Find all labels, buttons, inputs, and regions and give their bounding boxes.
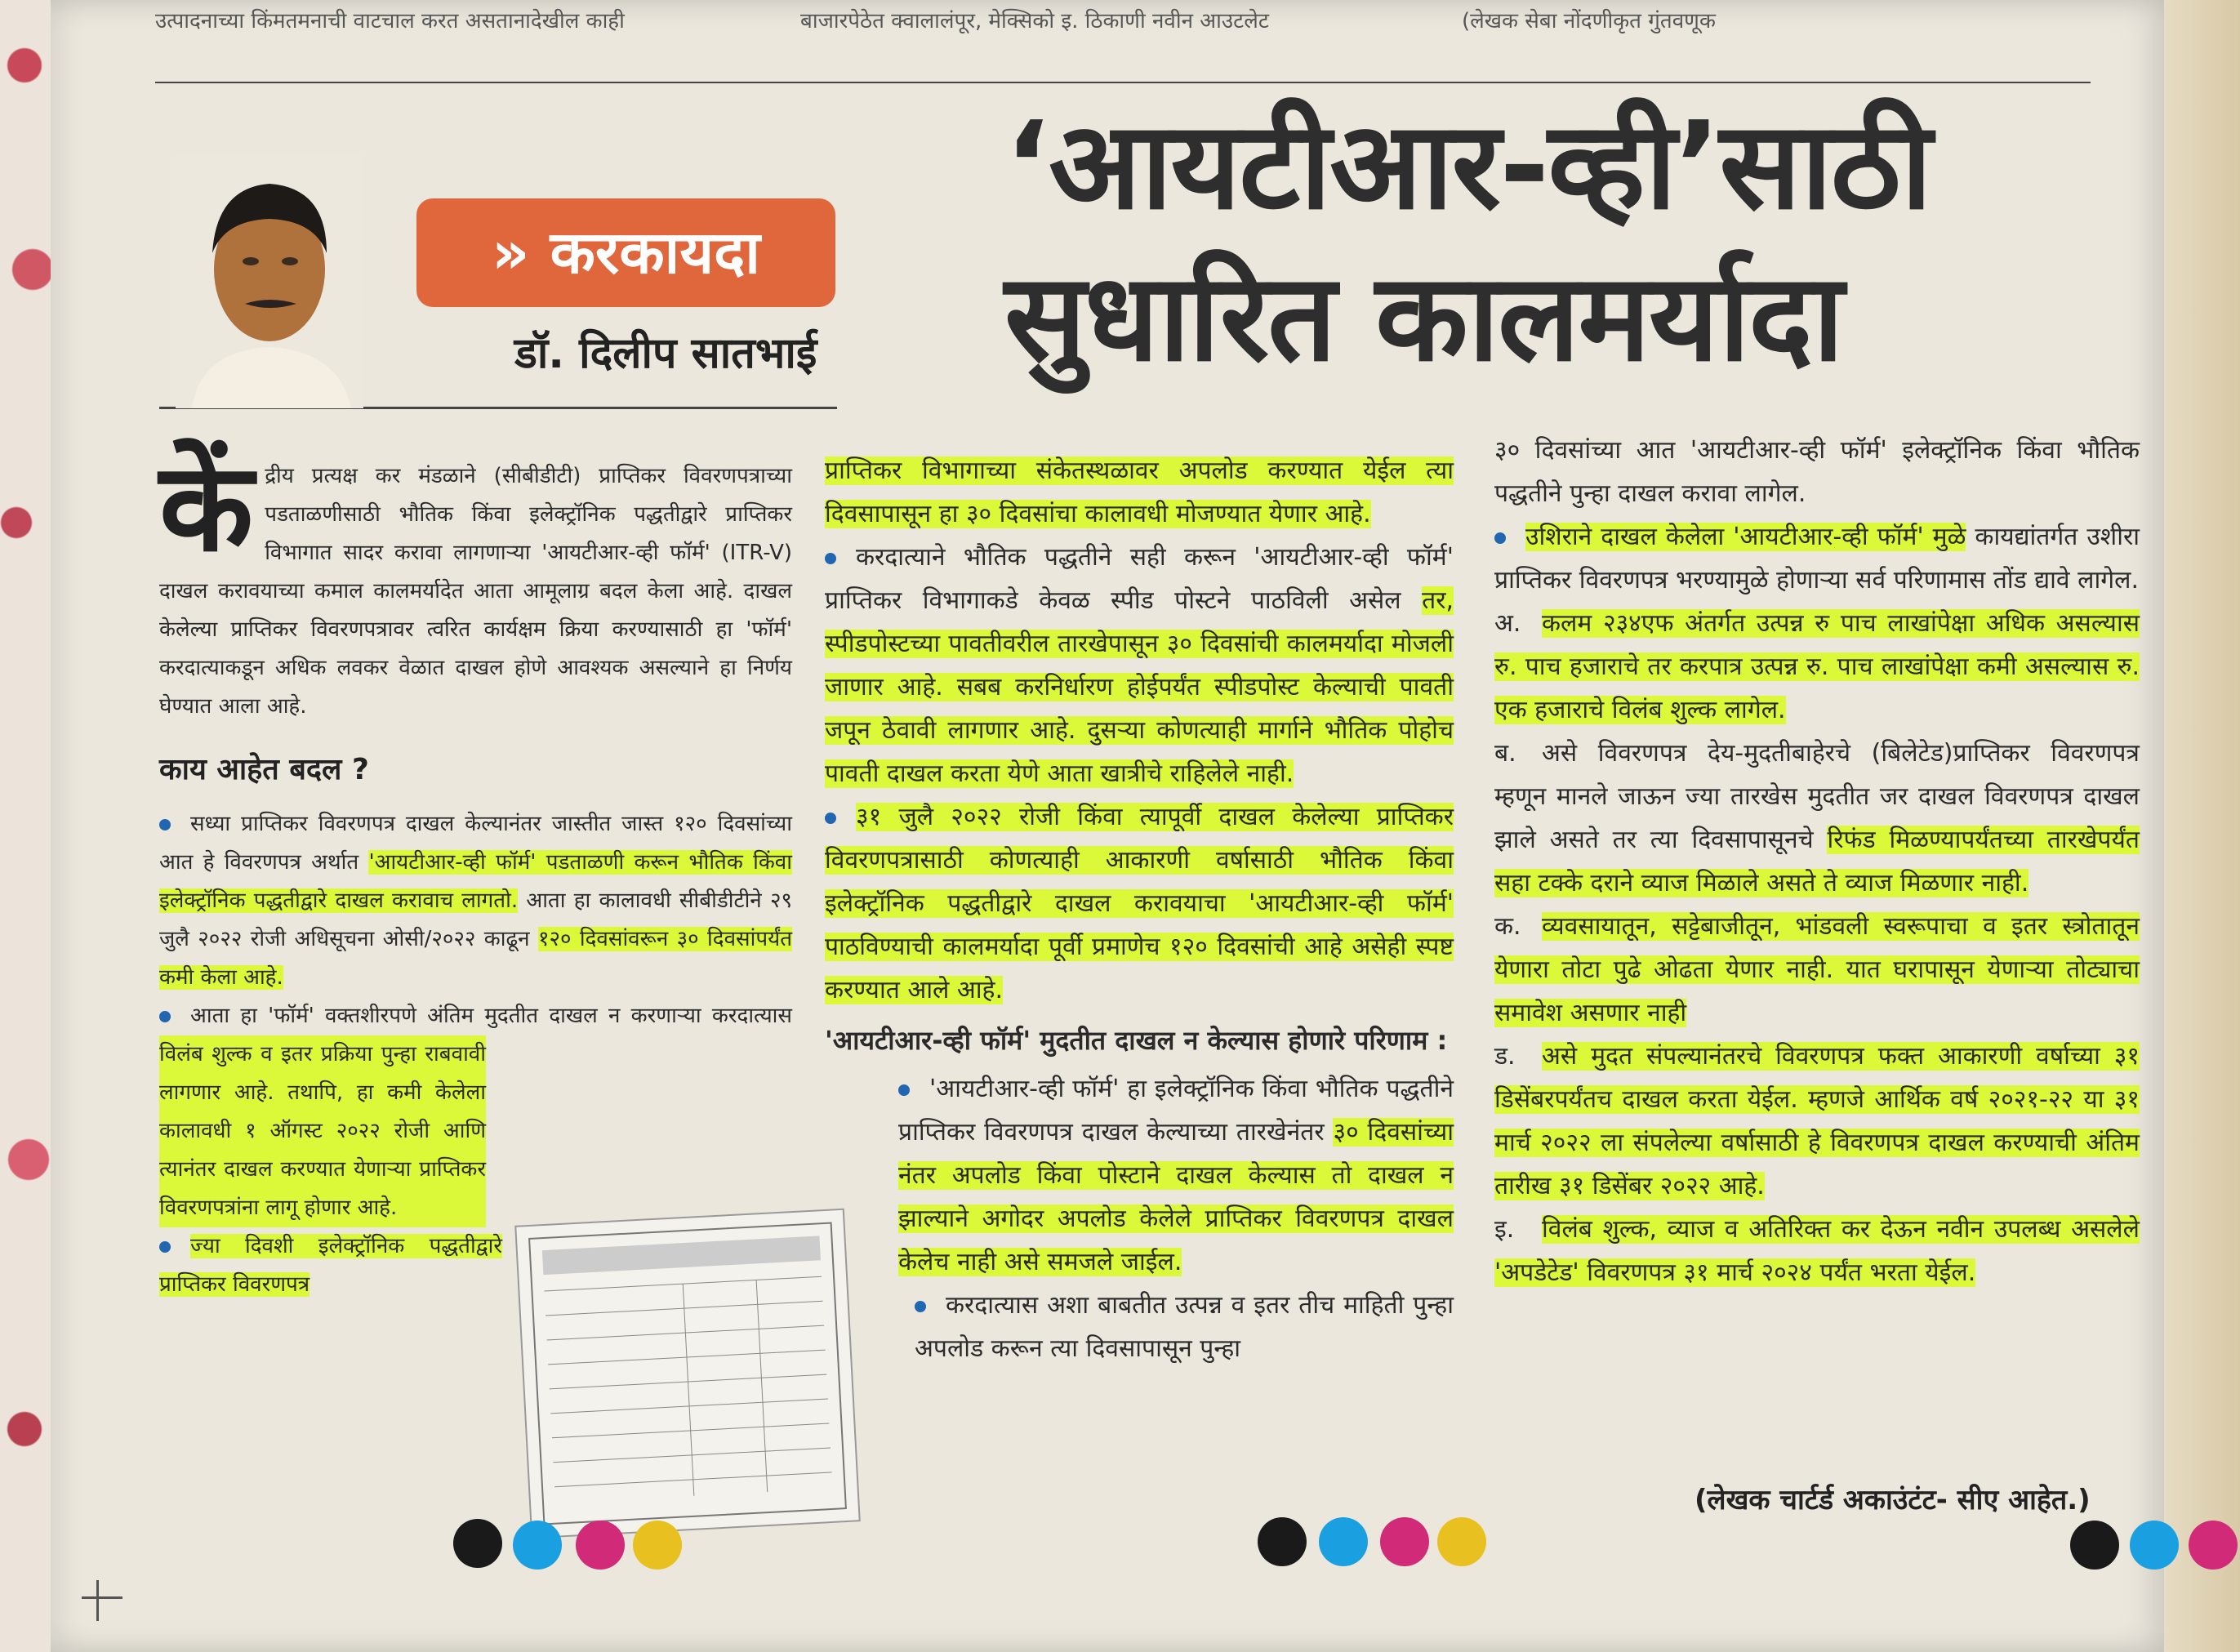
highlighted-text: विलंब शुल्क, व्याज व अतिरिक्त कर देऊन नवीन उपलब्ध असलेले 'अपडेटेड' विवरणपत्र ३१ मार्च २०२४ पर्यंत भरता येईल.	[1494, 1215, 2140, 1287]
item-label: ब.	[1494, 739, 1516, 768]
bullet-paragraph	[159, 997, 792, 1227]
registration-dot-magenta	[2189, 1521, 2238, 1570]
list-item-e	[1494, 1208, 2140, 1294]
dropcap: कें	[159, 437, 254, 579]
bullet-paragraph	[915, 1284, 1454, 1370]
crop-mark	[96, 1580, 99, 1621]
highlighted-text: असे मुदत संपल्यानंतरचे विवरणपत्र फक्त आकारणी वर्षाच्या ३१ डिसेंबरपर्यंतच दाखल करता येईल. म्हणजे आर्थिक वर्ष २०२१-२२ या ३१ मार्च २०२२ ला संपलेल्या वर्षासाठी हे विवरणपत्र दाखल करण्याची अंतिम तारीख ३१ डिसेंबर २०२२ आहे.	[1494, 1042, 2140, 1200]
bullet-icon	[159, 1241, 171, 1253]
headline-line-1: ‘आयटीआर-व्ही’साठी	[1004, 96, 1931, 236]
item-label: ड.	[1494, 1042, 1516, 1071]
registration-dot-black	[1258, 1517, 1307, 1566]
bullet-paragraph	[898, 1067, 1454, 1284]
page-edge	[2164, 0, 2240, 1652]
intro-paragraph	[159, 437, 792, 726]
column-3	[1494, 429, 2140, 1294]
text: असे विवरणपत्र देय-मुदतीबाहेरचे (बिलेटेड)प्राप्तिकर विवरणपत्र म्हणून मानले जाऊन ज्या तारखेस मुदतीत जर दाखल विवरणपत्र दाखल झाले असते तर त्या दिवसापासूनचे	[1494, 739, 2140, 854]
item-label: अ.	[1494, 609, 1521, 638]
highlighted-text: प्राप्तिकर विभागाच्या संकेतस्थळावर अपलोड करण्यात येईल त्या दिवसापासून हा ३० दिवसांचा कालावधी मोजण्यात येणार आहे.	[825, 456, 1454, 528]
registration-dot-magenta	[1380, 1517, 1429, 1566]
paragraph	[825, 449, 1454, 536]
top-strip-text-3: (लेखक सेबा नोंदणीकृत गुंतवणूक	[1462, 9, 1716, 33]
bullet-icon	[825, 813, 836, 824]
text: करदात्याने भौतिक पद्धतीने सही करून 'आयटीआर-व्ही फॉर्म' प्राप्तिकर विभागाकडे केवळ स्पीड पोस्टने पाठविली असेल	[825, 543, 1454, 615]
bullet-paragraph	[825, 536, 1454, 795]
paragraph: ३० दिवसांच्या आत 'आयटीआर-व्ही फॉर्म' इलेक्ट्रॉनिक किंवा भौतिक पद्धतीने पुन्हा दाखल करावा लागेल.	[1494, 436, 2140, 508]
registration-dot-yellow	[633, 1521, 682, 1570]
author-photo	[176, 155, 363, 408]
author-name: डॉ. दिलीप सातभाई	[514, 329, 817, 378]
bullet-paragraph	[159, 805, 792, 997]
text: करदात्यास अशा बाबतीत उत्पन्न व इतर तीच माहिती पुन्हा अपलोड करून त्या दिवसापासून पुन्हा	[915, 1291, 1454, 1363]
registration-dot-yellow	[1437, 1517, 1486, 1566]
text: आता हा 'फॉर्म' वक्तशीरपणे अंतिम मुदतीत दाखल न करणाऱ्या करदात्यास	[190, 1004, 792, 1028]
registration-dot-cyan	[1319, 1517, 1368, 1566]
top-strip-text-1: उत्पादनाच्या किंमतमनाची वाटचाल करत असतानादेखील काही	[155, 9, 625, 33]
bullet-icon	[1494, 532, 1506, 544]
headline-line-2: सुधारित कालमर्यादा	[1004, 247, 1843, 388]
registration-dot-black	[453, 1519, 502, 1568]
item-label: इ.	[1494, 1215, 1515, 1244]
section-badge: » करकायदा	[416, 198, 835, 307]
text: 'आयटीआर-व्ही फॉर्म' हा इलेक्ट्रॉनिक किंवा भौतिक पद्धतीने प्राप्तिकर विवरणपत्र दाखल केल्याच्या तारखेनंतर	[898, 1075, 1454, 1147]
registration-dot-magenta	[576, 1521, 625, 1570]
highlighted-text: विलंब शुल्क व इतर प्रक्रिया पुन्हा राबवावी लागणार आहे. तथापि, हा कमी केलेला कालावधी १ ऑगस्ट २०२२ रोजी आणि त्यानंतर दाखल करण्यात येणाऱ्या प्राप्तिकर विवरणपत्रांना लागू होणार आहे.	[159, 1035, 486, 1227]
item-label: क.	[1494, 912, 1521, 941]
itr-v-form-image	[514, 1209, 861, 1539]
registration-dot-cyan	[513, 1521, 562, 1570]
bullet-icon	[898, 1084, 910, 1096]
highlighted-text: तर, स्पीडपोस्टच्या पावतीवरील तारखेपासून ३० दिवसांची कालमर्यादा मोजली जाणार आहे. सबब करनिर्धारण होईपर्यंत स्पीडपोस्ट केल्याची पावती जपून ठेवावी लागणार आहे. दुसऱ्या कोणत्याही मार्गाने भौतिक पोहोच पावती दाखल करता येणे आता खात्रीचे राहिलेले नाही.	[825, 586, 1454, 788]
list-item-b	[1494, 732, 2140, 905]
top-rule	[155, 82, 2091, 83]
highlighted-text: ३० दिवसांच्या नंतर अपलोड किंवा पोस्टाने दाखल केल्यास तो दाखल न झाल्याने अगोदर अपलोड केलेले प्राप्तिकर विवरणपत्र दाखल केलेच नाही असे समजले जाईल.	[898, 1118, 1454, 1276]
author-note: (लेखक चार्टर्ड अकाउंटंट- सीए आहेत.)	[1694, 1484, 2091, 1516]
text: आता हा कालावधी सीबीडीटीने २९ जुलै २०२२ रोजी अधिसूचना ओसी/२०२२ काढून	[159, 888, 792, 951]
highlighted-text: व्यवसायातून, सट्टेबाजीतून, भांडवली स्वरूपाचा व इतर स्त्रोतातून येणारा तोटा पुढे ओढता येणार नाही. यात घरापासून येणाऱ्या तोट्याचा समावेश असणार नाही	[1494, 912, 2140, 1027]
highlighted-text: ज्या दिवशी इलेक्ट्रॉनिक पद्धतीद्वारे प्राप्तिकर विवरणपत्र	[159, 1234, 502, 1297]
highlighted-text: 'आयटीआर-व्ही फॉर्म' पडताळणी करून भौतिक किंवा इलेक्ट्रॉनिक पद्धतीद्वारे दाखल करावाच लागतो.	[159, 850, 792, 913]
top-strip-text-2: बाजारपेठेत क्वालालंपूर, मेक्सिको इ. ठिकाणी नवीन आउटलेट	[800, 9, 1269, 33]
bullet-icon	[159, 1011, 171, 1022]
subhead-consequences: 'आयटीआर-व्ही फॉर्म' मुदतीत दाखल न केल्यास होणारे परिणाम :	[825, 1025, 1448, 1056]
column-1	[159, 437, 793, 1304]
bullet-icon	[159, 819, 171, 830]
highlighted-text: ३१ जुलै २०२२ रोजी किंवा त्यापूर्वी दाखल केलेल्या प्राप्तिकर विवरणपत्रासाठी कोणत्याही आकारणी वर्षासाठी भौतिक किंवा इलेक्ट्रॉनिक पद्धतीद्वारे दाखल करावयाचा 'आयटीआर-व्ही फॉर्म' पाठविण्याची कालमर्यादा पूर्वी प्रमाणेच १२० दिवसांची आहे असेही स्पष्ट करण्यात आले आहे.	[825, 803, 1454, 1004]
intro-text: द्रीय प्रत्यक्ष कर मंडळाने (सीबीडीटी) प्राप्तिकर विवरणपत्राच्या पडताळणीसाठी भौतिक किंवा इलेक्ट्रॉनिक पद्धतीद्वारे प्राप्तिकर विभागात सादर करावा लागणाऱ्या 'आयटीआर-व्ही फॉर्म' (ITR-V) दाखल करावयाच्या कमाल कालमर्यादेत आता आमूलाग्र बदल केला आहे. दाखल केलेल्या प्राप्तिकर विवरणपत्रावर त्वरित कार्यक्षम क्रिया करण्यासाठी हा 'फॉर्म' करदात्याकडून अधिक लवकर वेळात दाखल होणे आवश्यक असल्याने हा निर्णय घेण्यात आला आहे.	[159, 464, 792, 719]
column-2	[825, 449, 1454, 1370]
registration-dot-black	[2070, 1521, 2119, 1570]
highlighted-text: रिफंड मिळण्यापर्यंतच्या तारखेपर्यंत सहा टक्के दराने व्याज मिळाले असते ते व्याज मिळणार नाही.	[1494, 826, 2140, 897]
bullet-icon	[915, 1301, 926, 1312]
highlighted-text: उशिराने दाखल केलेला 'आयटीआर-व्ही फॉर्म' मुळे	[1525, 523, 1966, 551]
highlighted-text: १२० दिवसांवरून ३० दिवसांपर्यंत कमी केला आहे.	[159, 927, 793, 990]
bullet-paragraph	[1494, 515, 2140, 602]
registration-dot-cyan	[2130, 1521, 2179, 1570]
text: कायद्यांतर्गत उशीरा प्राप्तिकर विवरणपत्र भरण्यामुळे होणाऱ्या सर्व परिणामास तोंड द्यावे लागेल.	[1494, 523, 2140, 594]
list-item-d	[1494, 1035, 2140, 1208]
text: सध्या प्राप्तिकर विवरणपत्र दाखल केल्यानंतर जास्तीत जास्त १२० दिवसांच्या आत हे विवरणपत्र अर्थात	[159, 812, 792, 875]
bullet-paragraph	[825, 795, 1454, 1012]
list-item-a	[1494, 602, 2140, 732]
bullet-icon	[825, 553, 836, 564]
headline	[1004, 90, 2066, 394]
top-strip	[155, 0, 2091, 42]
bullet-paragraph	[159, 1227, 502, 1304]
highlighted-text: कलम २३४एफ अंतर्गत उत्पन्न रु पाच लाखांपेक्षा अधिक असल्यास रु. पाच हजाराचे तर करपात्र उत्पन्न रु. पाच लाखांपेक्षा कमी असल्यास रु. एक हजाराचे विलंब शुल्क लागेल.	[1494, 609, 2140, 724]
crop-mark	[82, 1596, 122, 1599]
list-item-c	[1494, 905, 2140, 1035]
subhead-changes: काय आहेत बदल ?	[159, 753, 369, 786]
